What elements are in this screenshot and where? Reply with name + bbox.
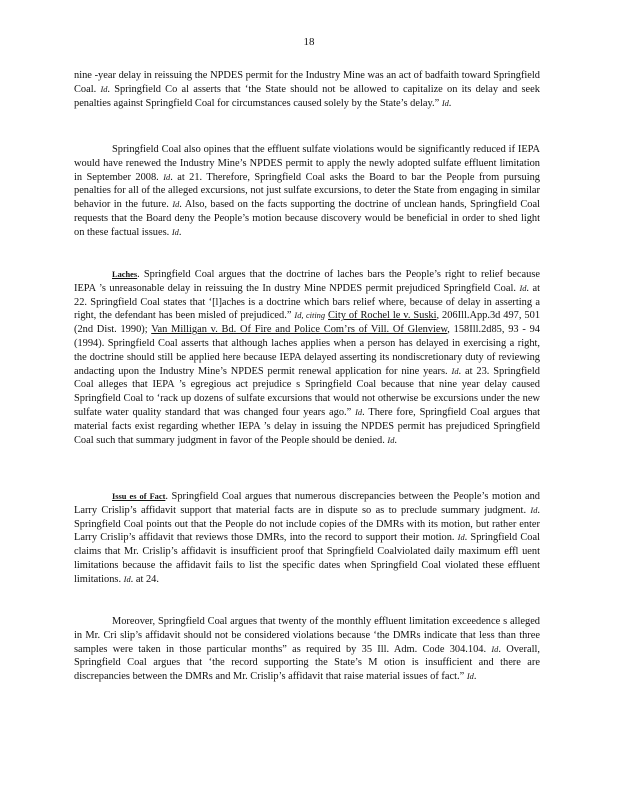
citing-signal: , citing (301, 311, 326, 321)
page-number: 18 (303, 36, 315, 48)
p3-f: . There fore, Springfield Coal argues that material facts exist regarding whether IEPA ’s delay in issuing the NPDES permit has prejudiced Springfield Coal such that summary judgment in favor of the People should be denied. (74, 406, 541, 446)
section-heading-issues-of-fact: Issu es of Fact (112, 492, 166, 501)
p5-b: . Overall, Springfield Coal argues that ‘the record supporting the State’s M otion is insufficient and there are discrepancies between the DMRs and Mr. Crislip’s affidavit that raise material issues of fact.” (74, 643, 540, 683)
paragraph-issues-of-fact (74, 490, 540, 587)
p3-d: , 158Ill.2d85, 93 - 94 (1994). Springfield Coal asserts that although laches applies when a person has delayed in exercising a right, the doctrine should still be applied here because IEPA delayed asserting its nondiscretionary duty of reviewing andacting upon the Industry Mine’s NPDES permit renewal application for nine years. (74, 324, 540, 377)
paragraph-delay-bad-faith (74, 69, 540, 110)
p4-b: . Springfield Coal points out that the People do not include copies of the DMRs with its motion, but rather enter Larry Crislip’s affidavit that reviews those DMRs, into the record to support their motion. (74, 504, 540, 544)
id-cite: Id (519, 283, 527, 293)
p2-b: . at 21. Therefore, Springfield Coal asks the Board to bar the People from pursuing penalties for all of the alleged excursions, not just sulfate excursions, to deter the State from engaging in similar behavior in the future. (74, 171, 540, 211)
case-name-van-milligan: Van Milligan v. Bd. Of Fire and Police Com’rs of Vill. Of Glenview (151, 324, 448, 336)
p3-c: , 206Ill.App.3d 497, 501 (2nd Dist. 1990); (74, 310, 541, 336)
p2-a: Springfield Coal also opines that the effluent sulfate violations would be significantly reduced if IEPA would have renewed the Industry Mine’s NPDES permit to apply the newly adopted sulfate effluent limitation in September 2008. (74, 144, 540, 183)
p3-e: . at 23. Springfield Coal alleges that IEPA ’s egregious act prejudice s Springfield Coal because that nine year delay caused Springfield Coal to ‘rack up dozens of sulfate excursions that would not otherwise be excursions under the new sulfate water quality standard that was changed four years ago.” (74, 365, 540, 418)
p4-a: . Springfield Coal argues that numerous discrepancies between the People’s motion and Larry Crislip’s affidavit support that material facts are in dispute so as to preclude summary judgment. (74, 491, 540, 516)
id-cite: Id (466, 672, 474, 682)
id-cite: Id (387, 435, 395, 445)
id-cite: Id (491, 644, 499, 654)
id-cite: Id (294, 311, 302, 321)
id-cite: Id (172, 200, 180, 210)
id-cite: Id (441, 98, 449, 108)
case-name-rochelle: City of Rochel le v. Suski (328, 310, 437, 322)
p1-text2: . Springfield Co al asserts that ‘the State should not be allowed to capitalize on its delay and seek penalties against Springfield Coal for circumstances caused solely by the State’s delay.” (74, 83, 540, 109)
p3-a: . Springfield Coal argues that the doctrine of laches bars the People’s right to relief because IEPA ’s unreasonable delay in reissuing the In dustry Mine NPDES permit prejudiced Springfield Coal. (74, 269, 540, 294)
p2-c: . Also, based on the facts supporting the doctrine of unclean hands, Springfield Coal requests that the Board deny the People’s motion because discovery would be beneficial in order to shed light on these factual issues. (74, 199, 540, 238)
p1-end: . (448, 97, 452, 109)
p3-end: . (394, 434, 397, 446)
id-cite: Id (355, 407, 363, 417)
section-heading-laches: Laches (112, 270, 138, 279)
p4-end: . at 24. (130, 573, 159, 585)
paragraph-unclean-hands (74, 143, 540, 240)
id-cite: Id (451, 366, 459, 376)
p3-b: . at 22. Springfield Coal states that ‘[l]aches is a doctrine which bars relief where, because of delay in asserting a right, the defendant has been misled of prejudiced.” (74, 282, 540, 322)
id-cite: Id (530, 505, 538, 515)
id-cite: Id (457, 533, 465, 543)
id-cite: Id (171, 227, 179, 237)
p1-text: nine -year delay in reissuing the NPDES permit for the Industry Mine was an act of badfaith toward Springfield Coal. (74, 70, 540, 95)
id-cite: Id (123, 574, 131, 584)
p5-end: . (473, 671, 477, 683)
p5-a: Moreover, Springfield Coal argues that twenty of the monthly effluent limitation exceedence s alleged in Mr. Cri slip’s affidavit should not be considered violations because ‘the DMRs indicate that less than three samples were taken in those particular months” as required by 35 Ill. Adm. Code 304.104. (74, 616, 540, 655)
p2-end: . (178, 226, 182, 238)
paragraph-monthly-exceedences (74, 615, 540, 684)
id-cite: Id (163, 172, 171, 182)
paragraph-laches (74, 268, 540, 447)
id-cite: Id (100, 84, 108, 94)
p4-c: . Springfield Coal claims that Mr. Crislip’s affidavit is insufficient proof that Springfield Coalviolated daily maximum effl uent limitations because the affidavit fails to list the specific dates when Springfield Coal violated these effluent limitations. (74, 532, 540, 585)
